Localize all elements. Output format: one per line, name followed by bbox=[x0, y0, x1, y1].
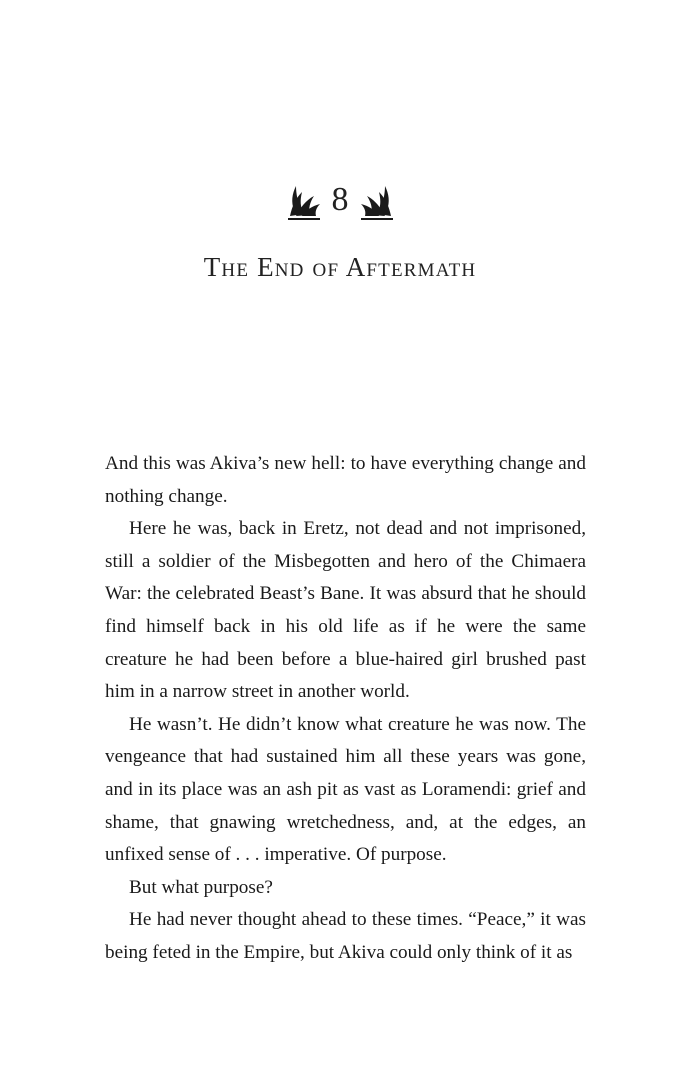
paragraph-5: He had never thought ahead to these times. “Peace,” it was being feted in the Empire, but Akiva could only think of it as bbox=[105, 909, 586, 963]
chapter-number-row bbox=[0, 170, 680, 230]
paragraph-1: And this was Akiva’s new hell: to have everything change and nothing change. bbox=[105, 453, 586, 507]
chapter-number: 8 bbox=[331, 181, 349, 218]
paragraph-2: Here he was, back in Eretz, not dead and not imprisoned, still a soldier of the Misbegotten and hero of the Chimaera War: the celebrated Beast’s Bane. It was absurd that he should find himself back in his old life as if he were the same creature he had been before a blue-haired girl brushed past him in a narrow street in another world. bbox=[105, 518, 586, 703]
paragraph-3: He wasn’t. He didn’t know what creature he was now. The vengeance that had sustained him all these years was gone, and in its place was an ash pit as vast as Loramendi: grief and shame, that gnawing wretchedness, and, at the edges, an unfixed sense of . . . imperative. Of purpose. bbox=[105, 713, 586, 866]
left-flourish-ornament-icon bbox=[286, 180, 322, 220]
paragraph-4: But what purpose? bbox=[129, 876, 273, 898]
chapter-title: The End of Aftermath bbox=[203, 252, 477, 282]
chapter-body-text bbox=[105, 448, 586, 970]
right-flourish-ornament-icon bbox=[359, 180, 395, 220]
chapter-heading bbox=[0, 170, 680, 283]
